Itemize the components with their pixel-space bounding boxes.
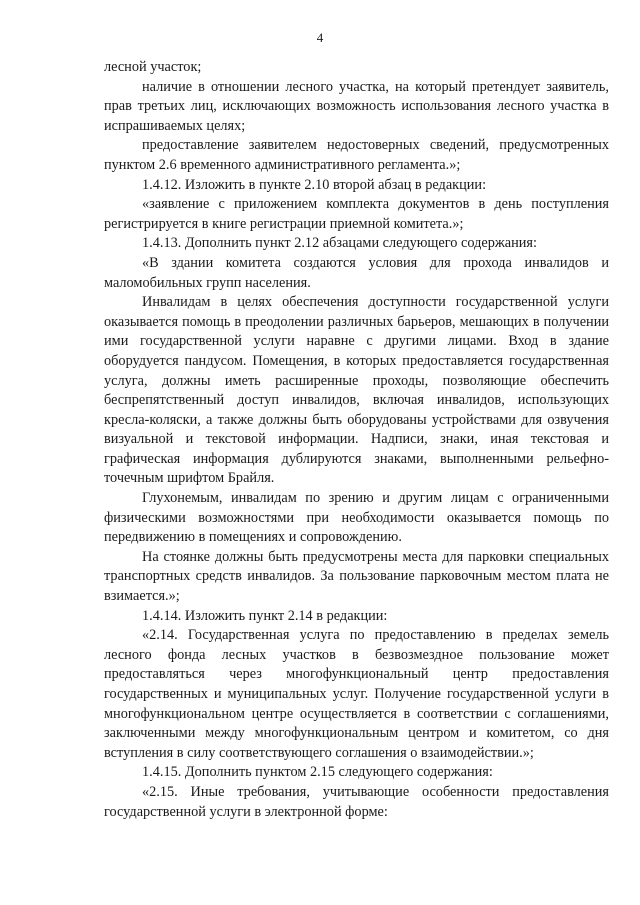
- paragraph: лесной участок;: [104, 59, 202, 75]
- document-body: [104, 58, 609, 822]
- paragraph: «В здании комитета создаются условия для прохода инвалидов и маломобильных групп населения.: [104, 254, 609, 291]
- paragraph: 1.4.14. Изложить пункт 2.14 в редакции:: [142, 607, 388, 624]
- paragraph: «2.15. Иные требования, учитывающие особенности предоставления государственной услуги в электронной форме:: [104, 783, 609, 820]
- paragraph: предоставление заявителем недостоверных сведений, предусмотренных пунктом 2.6 временного административного регламента.»;: [104, 137, 609, 173]
- page-number: 4: [316, 30, 324, 45]
- paragraph: 1.4.13. Дополнить пункт 2.12 абзацами следующего содержания:: [142, 235, 537, 252]
- paragraph: наличие в отношении лесного участка, на который претендует заявитель, прав третьих лиц, исключающих возможность использования лесного участка в испрашиваемых целях;: [104, 78, 609, 134]
- paragraph: 1.4.15. Дополнить пунктом 2.15 следующего содержания:: [142, 764, 493, 781]
- paragraph: «2.14. Государственная услуга по предоставлению в пределах земель лесного фонда лесных участков в безвозмездное пользование может предоставляться через многофункциональный центр предоставления государственных и муниципальных услуг. Получение государственной услуги в многофункциональном центре осуществляется в соответствии с соглашениями, заключенными между многофункциональным центром и комитетом, со дня вступления в силу соответствующего соглашения о взаимодействии.»;: [104, 627, 609, 761]
- paragraph: На стоянке должны быть предусмотрены места для парковки специальных транспортных средств инвалидов. За пользование парковочным местом плата не взимается.»;: [104, 548, 609, 605]
- paragraph: «заявление с приложением комплекта документов в день поступления регистрируется в книге регистрации приемной комитета.»;: [104, 196, 609, 232]
- paragraph: Глухонемым, инвалидам по зрению и другим лицам с ограниченными физическими возможностями при необходимости оказывается помощь по передвижению в помещениях и сопровождению.: [104, 490, 609, 546]
- paragraph: Инвалидам в целях обеспечения доступности государственной услуги оказывается помощь в преодолении различных барьеров, мешающих в получении ими государственной услуги наравне с другими лицами. Вход в здание оборудуется пандусом. Помещения, в которых предоставляется государственная услуга, должны иметь расширенные проходы, позволяющие обеспечить беспрепятственный доступ инвалидов, включая инвалидов, использующих кресла-коляски, а также должны быть оборудованы устройствами для озвучения визуальной и текстовой информации. Надписи, знаки, иная текстовая и графическая информация дублируются знаками, выполненными рельефно-точечным шрифтом Брайля.: [104, 294, 609, 487]
- paragraph: 1.4.12. Изложить в пункте 2.10 второй абзац в редакции:: [142, 176, 487, 193]
